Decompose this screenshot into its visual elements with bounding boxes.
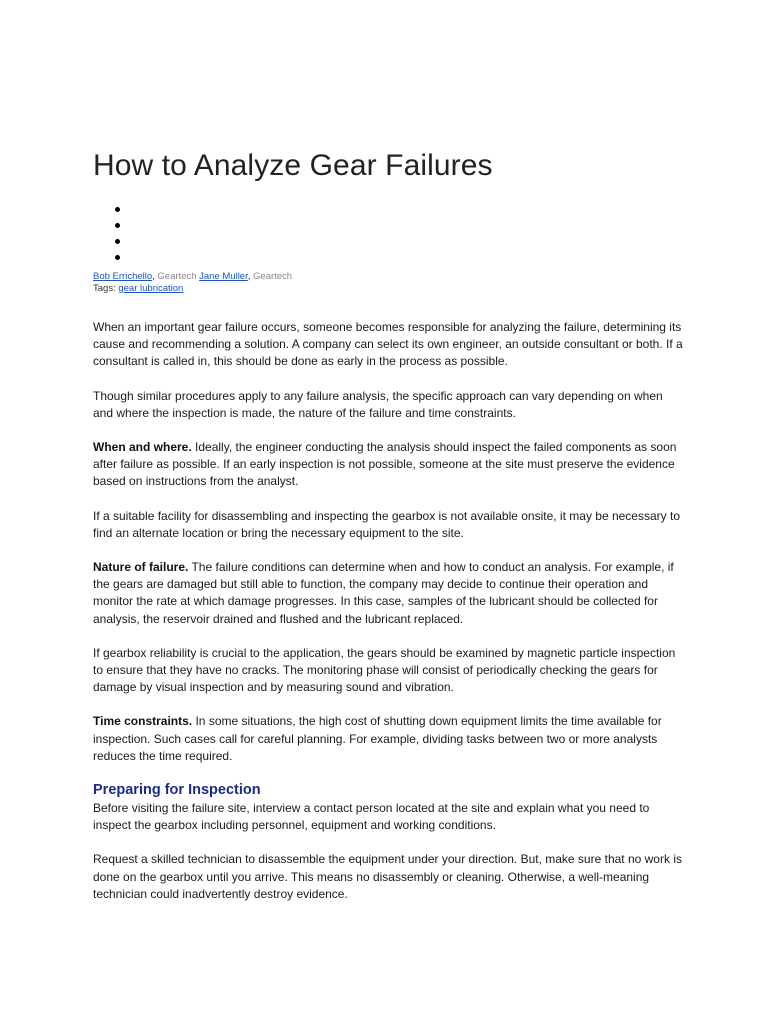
tags-line: [93, 283, 683, 295]
paragraph-5: Nature of failure. The failure conditions can determine when and how to conduct an analysis. For example, if the gears are damaged but still able to function, the company may decide to continue their operation and monitor the rate at which damage progresses. In this case, samples of the lubricant should be collected for analysis, the reservoir drained and flushed and the lubricant replaced.: [93, 560, 674, 626]
byline: Bob Errichello, Geartech Jane Muller, Geartech: [93, 271, 293, 282]
list-item: [115, 250, 683, 266]
section-paragraph-1: Before visiting the failure site, interview a contact person located at the site and explain what you need to inspect the gearbox including personnel, equipment and working conditions.: [93, 801, 650, 833]
paragraph-lead: Time constraints.: [93, 714, 193, 729]
empty-bullet-list: [93, 202, 683, 266]
paragraph-lead: When and where.: [93, 440, 192, 455]
author-affiliation-1: Geartech: [157, 271, 197, 282]
byline-block: [93, 271, 683, 295]
list-item: [115, 234, 683, 250]
list-item: [115, 202, 683, 218]
article-title: How to Analyze Gear Failures: [93, 149, 493, 182]
paragraph-2: Though similar procedures apply to any failure analysis, the specific approach can vary depending on when and where the inspection is made, the nature of the failure and time constraints.: [93, 388, 663, 420]
paragraph-lead: Nature of failure.: [93, 560, 189, 575]
paragraph-6: If gearbox reliability is crucial to the application, the gears should be examined by magnetic particle inspection to ensure that they have no cracks. The monitoring phase will consist of periodically checking the gears for damage by visual inspection and by measuring sound and vibration.: [93, 645, 676, 695]
section-paragraph-2: Request a skilled technician to disassemble the equipment under your direction. But, make sure that no work is done on the gearbox until you arrive. This means no disassembly or cleaning. Otherwise, a well-meaning technician could inadvertently destroy evidence.: [93, 852, 682, 901]
author-link-2[interactable]: Jane Muller: [199, 271, 248, 282]
paragraph-4: If a suitable facility for disassembling and inspecting the gearbox is not available onsite, it may be necessary to find an alternate location or bring the necessary equipment to the site.: [93, 508, 680, 540]
author-affiliation-2: Geartech: [253, 271, 293, 282]
article: [93, 150, 683, 903]
tags-label: Tags:: [93, 283, 116, 294]
author-link-1[interactable]: Bob Errichello: [93, 271, 153, 282]
paragraph-1: When an important gear failure occurs, someone becomes responsible for analyzing the failure, determining its cause and recommending a solution. A company can select its own engineer, an outside consultant or both. If a consultant is called in, this should be done as early in the process as possible.: [93, 320, 683, 369]
tag-link[interactable]: gear lubrication: [118, 283, 184, 294]
paragraph-3: When and where. Ideally, the engineer conducting the analysis should inspect the failed components as soon after failure as possible. If an early inspection is not possible, someone at the site must preserve the evidence based on instructions from the analyst.: [93, 440, 677, 489]
section-heading: Preparing for Inspection: [93, 782, 261, 799]
paragraph-7: Time constraints. In some situations, the high cost of shutting down equipment limits the time available for inspection. Such cases call for careful planning. For example, dividing tasks between two or more analysts reduces the time required.: [93, 714, 662, 763]
list-item: [115, 218, 683, 234]
